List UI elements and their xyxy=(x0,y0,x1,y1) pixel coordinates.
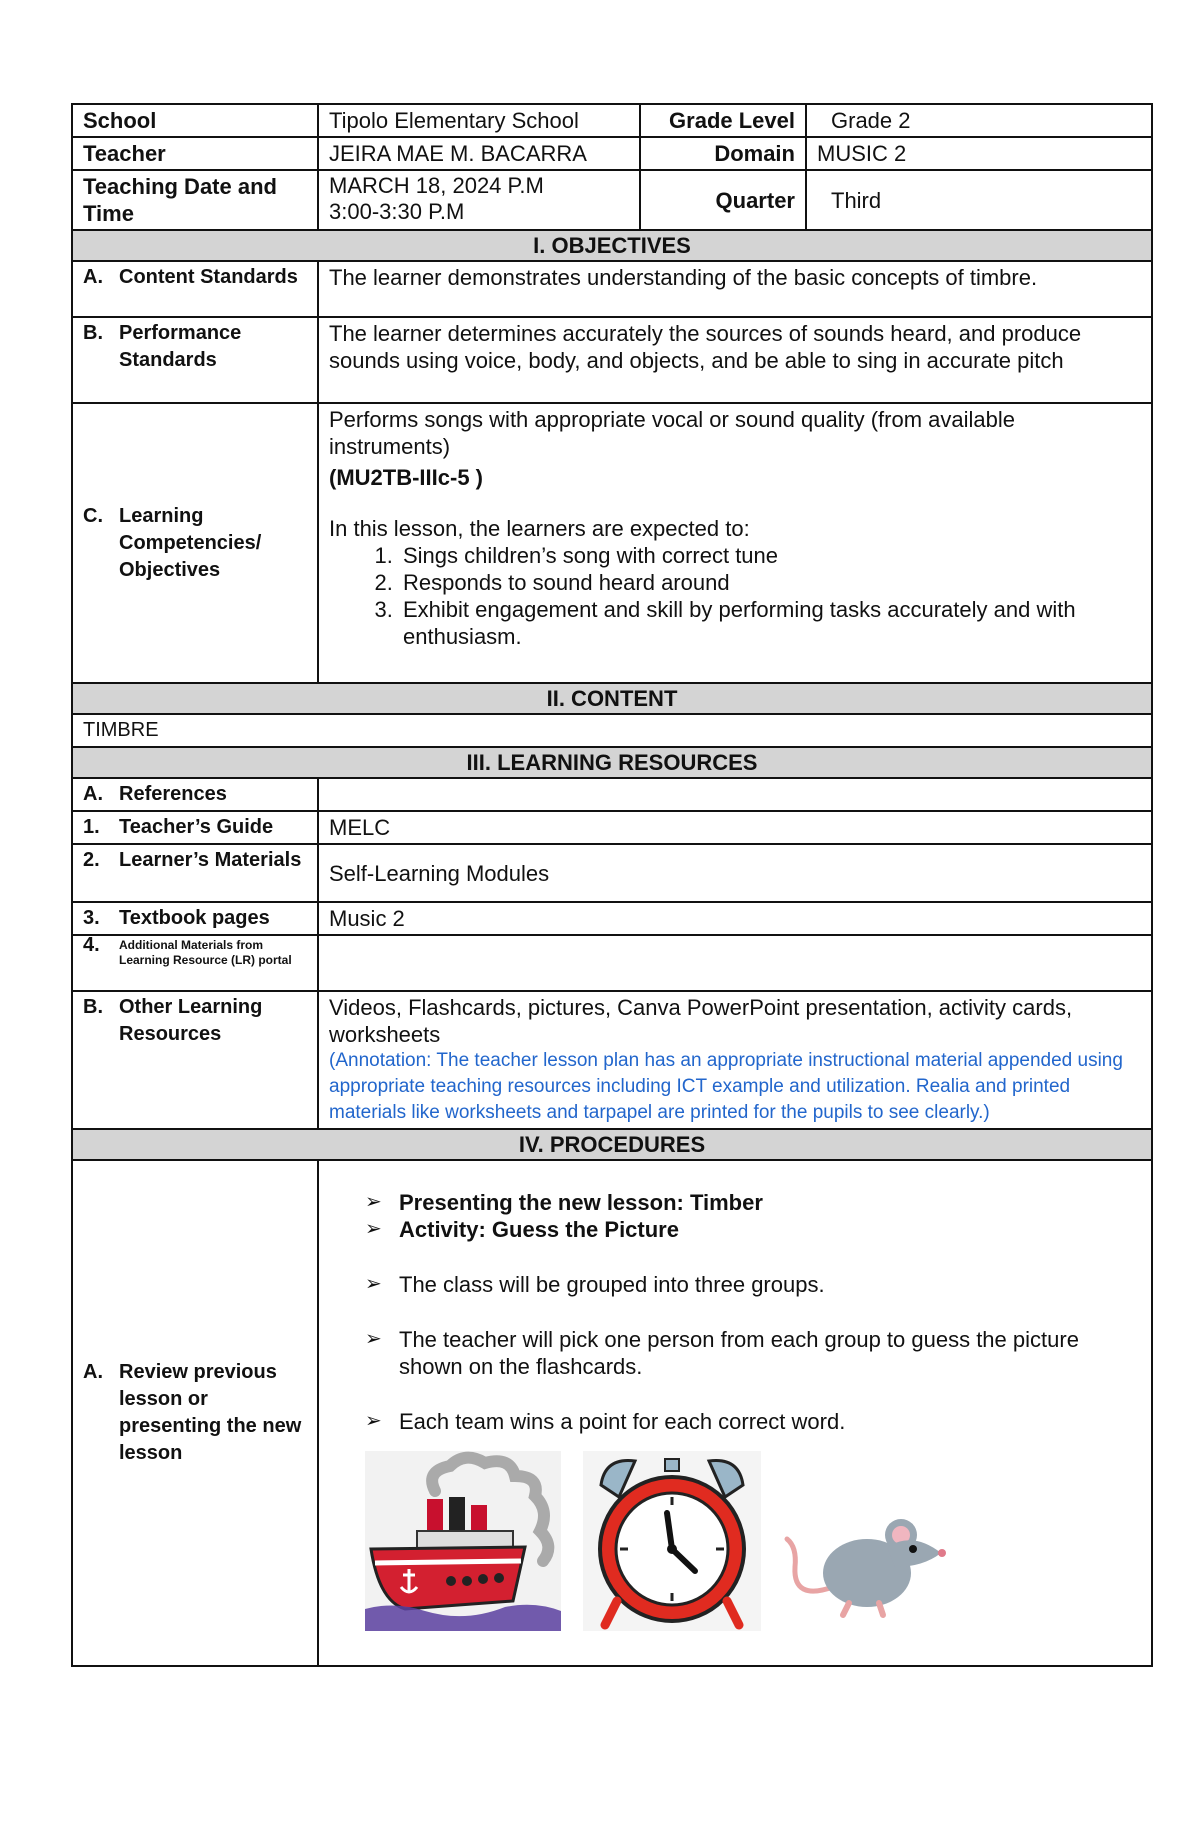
item-number: 2. xyxy=(83,849,100,871)
item-letter: A. xyxy=(83,1361,103,1383)
item-letter: C. xyxy=(83,504,103,527)
review-text-label: Review previous lesson or presenting the new lesson xyxy=(119,1361,302,1464)
arrow-bullet-icon: ➢ xyxy=(365,1273,382,1295)
date-line: MARCH 18, 2024 P.M xyxy=(329,173,544,198)
review-value xyxy=(318,1160,1152,1666)
other-resources-value xyxy=(318,991,1152,1129)
annotation-text: (Annotation: The teacher lesson plan has an appropriate instructional material appended using appropriate teaching resources including ICT example and utilization. Realia and printed materials like worksheets and tarpapel are printed for the pupils to see clearly.) xyxy=(329,1050,1123,1123)
date-value xyxy=(318,170,640,230)
content-standards-label xyxy=(72,261,318,317)
references-label xyxy=(72,778,318,811)
teachers-guide-label xyxy=(72,811,318,844)
references-value xyxy=(318,778,1152,811)
learners-materials-text-label: Learner’s Materials xyxy=(119,849,302,871)
teachers-guide-text-label: Teacher’s Guide xyxy=(119,816,274,838)
list-item-text: Each team wins a point for each correct word. xyxy=(399,1409,846,1434)
grade-label: Grade Level xyxy=(640,104,806,137)
arrow-bullet-icon: ➢ xyxy=(365,1328,382,1350)
list-item xyxy=(365,1271,1141,1298)
resources-section-title: III. LEARNING RESOURCES xyxy=(72,747,1152,778)
teacher-label: Teacher xyxy=(72,137,318,170)
quarter-label: Quarter xyxy=(640,170,806,230)
textbook-value: Music 2 xyxy=(318,902,1152,935)
content-section-title: II. CONTENT xyxy=(72,683,1152,714)
performance-standards-label xyxy=(72,317,318,403)
references-row xyxy=(72,778,1152,811)
performance-standards-value: The learner determines accurately the sources of sounds heard, and produce sounds using voice, body, and objects, and be able to sing in accurate pitch xyxy=(318,317,1152,403)
school-value: Tipolo Elementary School xyxy=(318,104,640,137)
resources-header-row xyxy=(72,747,1152,778)
item-letter: A. xyxy=(83,783,103,805)
item-number: 4. xyxy=(83,934,100,956)
other-resources-text-label: Other Learning Resources xyxy=(119,996,263,1045)
date-label: Teaching Date and Time xyxy=(72,170,318,230)
item-number: 1. xyxy=(83,816,100,838)
school-label: School xyxy=(72,104,318,137)
learners-materials-row xyxy=(72,844,1152,902)
topic-row xyxy=(72,714,1152,747)
competencies-label xyxy=(72,403,318,683)
other-resources-list: Videos, Flashcards, pictures, Canva PowerPoint presentation, activity cards, worksheets xyxy=(329,995,1073,1047)
expected-list xyxy=(329,542,1141,650)
mouse-icon xyxy=(783,1491,953,1631)
list-item xyxy=(365,1408,1141,1435)
alarm-clock-icon xyxy=(583,1451,761,1631)
list-item: 1. Sings children’s song with correct tune xyxy=(399,542,1141,569)
competencies-value xyxy=(318,403,1152,683)
competency-text: Performs songs with appropriate vocal or sound quality (from available instruments) xyxy=(329,407,1015,459)
item-letter: B. xyxy=(83,996,103,1018)
review-row xyxy=(72,1160,1152,1666)
item-letter: A. xyxy=(83,266,103,288)
content-standards-text-label: Content Standards xyxy=(119,266,298,288)
textbook-row xyxy=(72,902,1152,935)
learners-materials-value: Self-Learning Modules xyxy=(318,844,1152,902)
learners-materials-label xyxy=(72,844,318,902)
list-item-text: The teacher will pick one person from each group to guess the picture shown on the flashcards. xyxy=(399,1327,1079,1379)
teachers-guide-row xyxy=(72,811,1152,844)
arrow-bullet-icon: ➢ xyxy=(365,1218,382,1240)
time-line: 3:00-3:30 P.M xyxy=(329,199,465,224)
list-item-text: Presenting the new lesson: Timber xyxy=(399,1190,763,1215)
expected-intro: In this lesson, the learners are expected to: xyxy=(329,516,750,541)
performance-standards-text-label: Performance Standards xyxy=(119,322,242,371)
additional-materials-text-label: Additional Materials from Learning Resource (LR) portal xyxy=(119,938,292,967)
domain-label: Domain xyxy=(640,137,806,170)
school-row xyxy=(72,104,1152,137)
textbook-label xyxy=(72,902,318,935)
list-item: 3. Exhibit engagement and skill by performing tasks accurately and with enthusiasm. xyxy=(399,596,1141,650)
additional-materials-label xyxy=(72,935,318,991)
textbook-text-label: Textbook pages xyxy=(119,907,270,929)
list-item xyxy=(365,1189,1141,1216)
other-resources-row xyxy=(72,991,1152,1129)
teachers-guide-value: MELC xyxy=(318,811,1152,844)
list-item xyxy=(365,1216,1141,1243)
content-standards-row xyxy=(72,261,1152,317)
list-item-text: Activity: Guess the Picture xyxy=(399,1217,679,1242)
objectives-header-row xyxy=(72,230,1152,261)
competency-code: (MU2TB-IIIc-5 ) xyxy=(329,465,483,490)
additional-materials-row xyxy=(72,935,1152,991)
procedures-header-row xyxy=(72,1129,1152,1160)
date-row xyxy=(72,170,1152,230)
performance-standards-row xyxy=(72,317,1152,403)
content-header-row xyxy=(72,683,1152,714)
quarter-value: Third xyxy=(806,170,1152,230)
grade-value: Grade 2 xyxy=(806,104,1152,137)
other-resources-label xyxy=(72,991,318,1129)
flashcard-pictures xyxy=(365,1451,1141,1631)
references-text-label: References xyxy=(119,783,227,805)
list-item xyxy=(365,1326,1141,1380)
lesson-plan-table xyxy=(71,103,1153,1667)
procedure-steps-list xyxy=(329,1271,1141,1435)
competencies-row xyxy=(72,403,1152,683)
teacher-row xyxy=(72,137,1152,170)
list-item-text: The class will be grouped into three groups. xyxy=(399,1272,825,1297)
item-letter: B. xyxy=(83,322,103,344)
arrow-bullet-icon: ➢ xyxy=(365,1410,382,1432)
arrow-bullet-icon: ➢ xyxy=(365,1191,382,1213)
additional-materials-value xyxy=(318,935,1152,991)
item-number: 3. xyxy=(83,907,100,929)
ship-icon xyxy=(365,1451,561,1631)
procedures-section-title: IV. PROCEDURES xyxy=(72,1129,1152,1160)
list-item: 2. Responds to sound heard around xyxy=(399,569,1141,596)
procedure-bold-list xyxy=(329,1189,1141,1243)
review-label xyxy=(72,1160,318,1666)
teacher-value: JEIRA MAE M. BACARRA xyxy=(318,137,640,170)
topic-value: TIMBRE xyxy=(72,714,1152,747)
content-standards-value: The learner demonstrates understanding of the basic concepts of timbre. xyxy=(318,261,1152,317)
objectives-section-title: I. OBJECTIVES xyxy=(72,230,1152,261)
competencies-text-label: Learning Competencies/ Objectives xyxy=(119,504,262,581)
domain-value: MUSIC 2 xyxy=(806,137,1152,170)
